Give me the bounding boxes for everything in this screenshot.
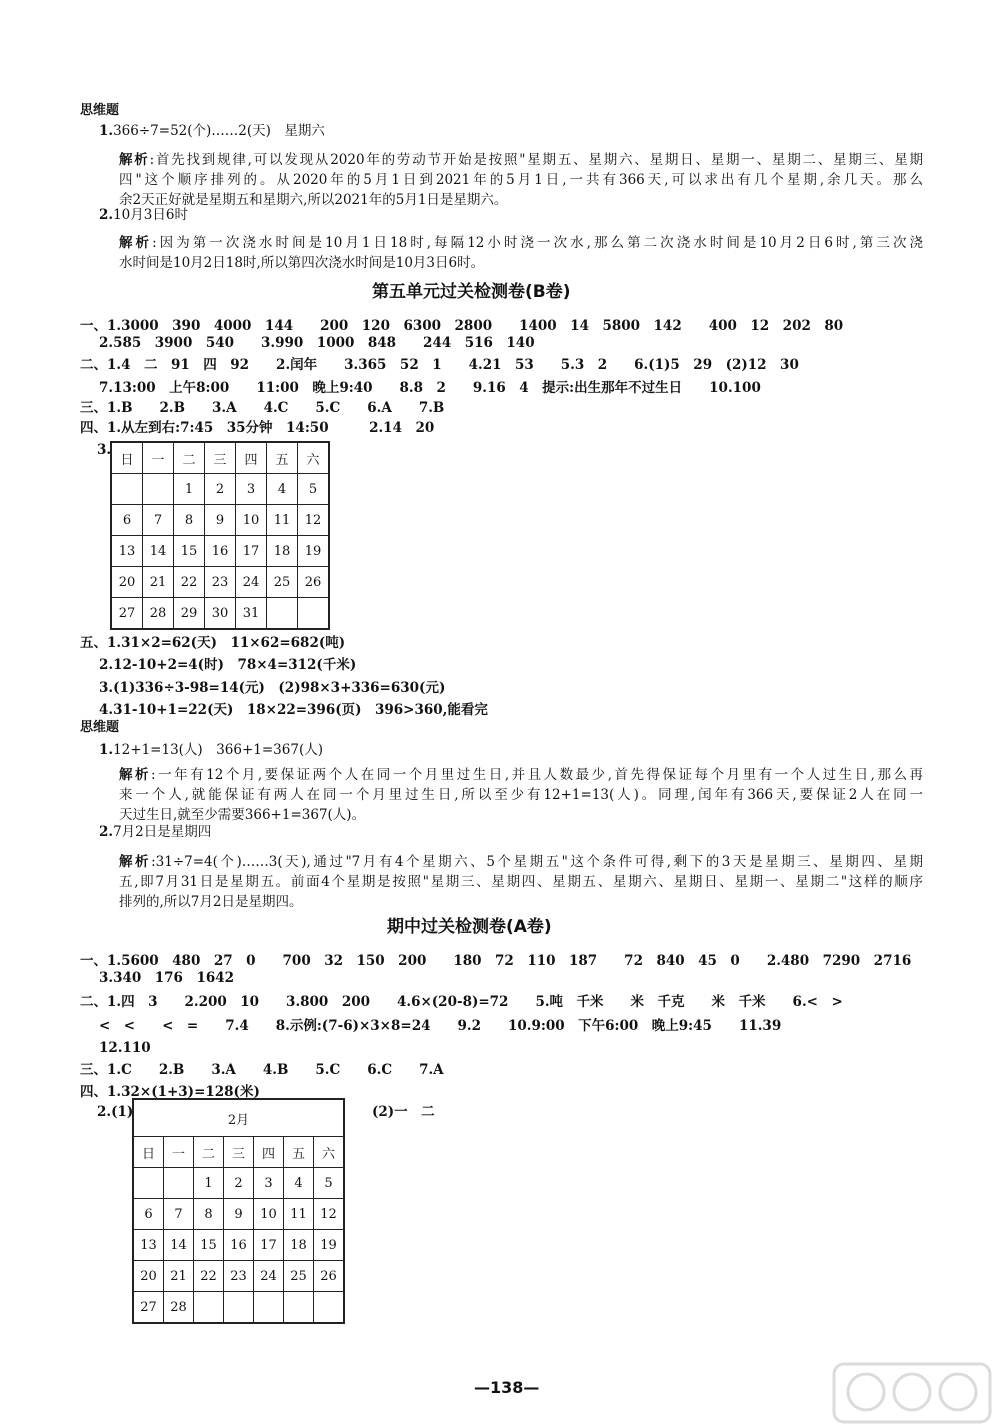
answer-line: 三、1.C 2.B 3.A 4.B 5.C 6.C 7.A [80, 1062, 444, 1078]
calendar-day-cell [111, 474, 143, 505]
calendar-day-cell [298, 598, 330, 630]
calendar-weekday-header: 四 [236, 442, 267, 474]
calendar-day-cell: 16 [224, 1230, 254, 1261]
explanation-label: 解析 [119, 767, 152, 783]
calendar-day-cell: 5 [298, 474, 330, 505]
calendar-week-row [111, 598, 329, 630]
calendar-week-row [133, 1261, 344, 1292]
calendar-day-cell [194, 1292, 224, 1324]
calendar-day-cell: 19 [314, 1230, 345, 1261]
question-number: 1. [99, 742, 114, 758]
calendar-weekday-header: 三 [205, 442, 236, 474]
calendar-day-cell: 21 [164, 1261, 194, 1292]
calendar-day-cell: 12 [298, 505, 330, 536]
calendar-day-cell: 15 [194, 1230, 224, 1261]
calendar-day-cell [267, 598, 298, 630]
explanation-line: 天过生日,就至少需要366+1=367(人)。 [119, 807, 366, 823]
explanation-label: 解析 [119, 854, 152, 870]
section-header-thinking: 思维题 [80, 720, 120, 735]
calendar-day-cell [164, 1168, 194, 1199]
question-number: 2. [99, 824, 114, 840]
calendar-day-cell [224, 1292, 254, 1324]
calendar-weekday-header: 二 [194, 1137, 224, 1168]
answer-line: 二、1.4 二 91 四 92 2.闰年 3.365 52 1 4.21 53 5.3 2 6.(1)5 29 (2)12 30 [80, 357, 799, 373]
answer-line [99, 205, 188, 225]
explanation-line: 水时间是10月2日18时,所以第四次浇水时间是10月3日6时。 [119, 255, 485, 271]
calendar-day-cell: 31 [236, 598, 267, 630]
watermark-logo [832, 1362, 992, 1424]
calendar-weekday-header: 三 [224, 1137, 254, 1168]
calendar-week-row [133, 1199, 344, 1230]
calendar-day-cell: 20 [111, 567, 143, 598]
calendar-day-cell: 17 [254, 1230, 284, 1261]
explanation-line: 排列的,所以7月2日是星期四。 [119, 894, 303, 910]
calendar-day-cell: 10 [254, 1199, 284, 1230]
answer-line: 三、1.B 2.B 3.A 4.C 5.C 6.A 7.B [80, 400, 445, 416]
calendar-day-cell: 3 [236, 474, 267, 505]
calendar-day-cell: 3 [254, 1168, 284, 1199]
answer-text: 366÷7=52(个)……2(天) 星期六 [113, 123, 325, 139]
calendar-day-cell: 15 [174, 536, 205, 567]
explanation-line [119, 150, 923, 170]
calendar-day-cell: 11 [267, 505, 298, 536]
calendar-day-cell: 13 [111, 536, 143, 567]
calendar-week-row [133, 1168, 344, 1199]
answer-line: 12.110 [99, 1040, 151, 1056]
section-header-thinking: 思维题 [80, 103, 120, 118]
calendar-day-cell: 23 [224, 1261, 254, 1292]
calendar-table [110, 441, 330, 630]
answer-line: 2.12-10+2=4(时) 78×4=312(千米) [99, 657, 357, 673]
calendar-week-row [111, 474, 329, 505]
answer-line: 3.340 176 1642 [99, 970, 235, 986]
explanation-text: :因为第一次浇水时间是10月1日18时,每隔12小时浇一次水,那么第二次浇水时间是10月2日6时,第三次浇 [152, 235, 924, 251]
answer-line: 四、1.32×(1+3)=128(米) [80, 1084, 260, 1100]
explanation-line [119, 765, 923, 785]
answer-line: 3.(1)336÷3-98=14(元) (2)98×3+336=630(元) [99, 680, 446, 696]
calendar-day-cell: 11 [284, 1199, 314, 1230]
calendar-day-cell: 22 [194, 1261, 224, 1292]
calendar-day-cell: 25 [284, 1261, 314, 1292]
explanation-text: :首先找到规律,可以发现从2020年的劳动节开始是按照"星期五、星期六、星期日、星期一、星期二、星期三、星期 [149, 152, 924, 168]
question-number: 2.(1) [97, 1104, 134, 1120]
calendar-day-cell: 7 [143, 505, 174, 536]
calendar-day-cell: 18 [267, 536, 298, 567]
calendar-day-cell: 28 [164, 1292, 194, 1324]
answer-line: 7.13:00 上午8:00 11:00 晚上9:40 8.8 2 9.16 4 提示:出生那年不过生日 10.100 [99, 380, 761, 396]
calendar-week-row [133, 1292, 344, 1324]
calendar-day-cell: 20 [133, 1261, 164, 1292]
calendar-weekday-header: 一 [143, 442, 174, 474]
calendar-week-row [111, 567, 329, 598]
answer-line [99, 121, 325, 141]
calendar-weekday-header: 五 [284, 1137, 314, 1168]
calendar-day-cell: 9 [205, 505, 236, 536]
question-number: 2. [99, 207, 114, 223]
answer-line: (2)一 二 [372, 1104, 435, 1120]
answer-text: 12+1=13(人) 366+1=367(人) [113, 742, 323, 758]
calendar-day-cell [254, 1292, 284, 1324]
explanation-line: 四"这个顺序排列的。从2020年的5月1日到2021年的5月1日,一共有366天,可以求出有几个星期,余几天。那么 [119, 172, 923, 188]
calendar-day-cell: 1 [174, 474, 205, 505]
calendar-day-cell: 25 [267, 567, 298, 598]
answer-line: 四、1.从左到右:7:45 35分钟 14:50 2.14 20 [80, 420, 435, 436]
calendar-day-cell: 16 [205, 536, 236, 567]
calendar-weekday-header: 日 [133, 1137, 164, 1168]
calendar-day-cell: 19 [298, 536, 330, 567]
calendar-week-row [133, 1230, 344, 1261]
calendar-weekday-header: 六 [314, 1137, 345, 1168]
calendar-day-cell [314, 1292, 345, 1324]
answer-text: 7月2日是星期四 [113, 824, 212, 840]
calendar-day-cell: 1 [194, 1168, 224, 1199]
answer-line: 二、1.四 3 2.200 10 3.800 200 4.6×(20-8)=72 5.吨 千米 米 千克 米 千米 6.< > [80, 994, 843, 1010]
calendar-table-february [132, 1098, 345, 1324]
calendar-day-cell: 17 [236, 536, 267, 567]
calendar-day-cell: 5 [314, 1168, 345, 1199]
answer-line: 4.31-10+1=22(天) 18×22=396(页) 396>360,能看完 [99, 702, 488, 718]
answer-line [99, 740, 323, 760]
page-number: —138— [474, 1378, 540, 1397]
calendar-week-row [111, 505, 329, 536]
explanation-line: 余2天正好就是星期五和星期六,所以2021年的5月1日是星期六。 [119, 192, 508, 208]
answer-line: 一、1.3000 390 4000 144 200 120 6300 2800 1400 14 5800 142 400 12 202 80 [80, 318, 844, 334]
calendar-week-row [111, 536, 329, 567]
calendar-day-cell: 9 [224, 1199, 254, 1230]
answer-text: 10月3日6时 [113, 207, 188, 223]
question-number: 3. [97, 442, 112, 458]
calendar-day-cell: 13 [133, 1230, 164, 1261]
calendar-day-cell: 4 [284, 1168, 314, 1199]
answer-line: 2.585 3900 540 3.990 1000 848 244 516 140 [99, 335, 535, 351]
calendar-weekday-header: 四 [254, 1137, 284, 1168]
explanation-label: 解析 [119, 152, 150, 168]
explanation-label: 解析 [119, 235, 153, 251]
answer-line: < < < = 7.4 8.示例:(7-6)×3×8=24 9.2 10.9:00 下午6:00 晚上9:45 11.39 [99, 1018, 782, 1034]
calendar-day-cell: 18 [284, 1230, 314, 1261]
calendar-day-cell: 28 [143, 598, 174, 630]
answer-line: 一、1.5600 480 27 0 700 32 150 200 180 72 110 187 72 840 45 0 2.480 7290 2716 [80, 953, 912, 969]
calendar-day-cell: 14 [164, 1230, 194, 1261]
calendar-day-cell: 27 [111, 598, 143, 630]
explanation-line: 来一个人,就能保证有两人在同一个月里过生日,所以至少有12+1=13(人)。同理,闰年有366天,要保证2人在同一 [119, 787, 923, 803]
calendar-day-cell: 23 [205, 567, 236, 598]
explanation-text: :31÷7=4(个)……3(天),通过"7月有4个星期六、5个星期五"这个条件可得,剩下的3天是星期三、星期四、星期 [151, 854, 923, 870]
calendar-day-cell: 8 [174, 505, 205, 536]
question-number: 1. [99, 123, 114, 139]
calendar-day-cell: 2 [205, 474, 236, 505]
calendar-day-cell [133, 1168, 164, 1199]
calendar-weekday-header: 日 [111, 442, 143, 474]
calendar-day-cell: 14 [143, 536, 174, 567]
section-title-unit5b: 第五单元过关检测卷(B卷) [372, 282, 571, 302]
calendar-day-cell: 2 [224, 1168, 254, 1199]
calendar-day-cell: 4 [267, 474, 298, 505]
explanation-line [119, 852, 923, 872]
answer-line: 五、1.31×2=62(天) 11×62=682(吨) [80, 635, 346, 651]
answer-line [99, 822, 211, 842]
calendar-weekday-header: 二 [174, 442, 205, 474]
calendar-day-cell: 7 [164, 1199, 194, 1230]
calendar-day-cell [143, 474, 174, 505]
calendar-day-cell: 26 [298, 567, 330, 598]
calendar-day-cell: 29 [174, 598, 205, 630]
calendar-day-cell [284, 1292, 314, 1324]
calendar-weekday-header: 五 [267, 442, 298, 474]
calendar-day-cell: 22 [174, 567, 205, 598]
calendar-day-cell: 24 [254, 1261, 284, 1292]
calendar-day-cell: 30 [205, 598, 236, 630]
calendar-day-cell: 6 [133, 1199, 164, 1230]
calendar-month-title: 2月 [133, 1099, 344, 1137]
calendar-day-cell: 26 [314, 1261, 345, 1292]
calendar-day-cell: 12 [314, 1199, 345, 1230]
calendar-day-cell: 8 [194, 1199, 224, 1230]
calendar-day-cell: 6 [111, 505, 143, 536]
calendar-day-cell: 21 [143, 567, 174, 598]
explanation-line: 五,即7月31日是星期五。前面4个星期是按照"星期三、星期四、星期五、星期六、星期日、星期一、星期二"这样的顺序 [119, 874, 923, 890]
calendar-weekday-header: 六 [298, 442, 330, 474]
calendar-day-cell: 24 [236, 567, 267, 598]
explanation-text: :一年有12个月,要保证两个人在同一个月里过生日,并且人数最少,首先得保证每个月里有一个人过生日,那么再 [151, 767, 924, 783]
section-title-midterm-a: 期中过关检测卷(A卷) [387, 917, 552, 937]
calendar-day-cell: 27 [133, 1292, 164, 1324]
calendar-day-cell: 10 [236, 505, 267, 536]
explanation-line [119, 233, 923, 253]
calendar-weekday-header: 一 [164, 1137, 194, 1168]
